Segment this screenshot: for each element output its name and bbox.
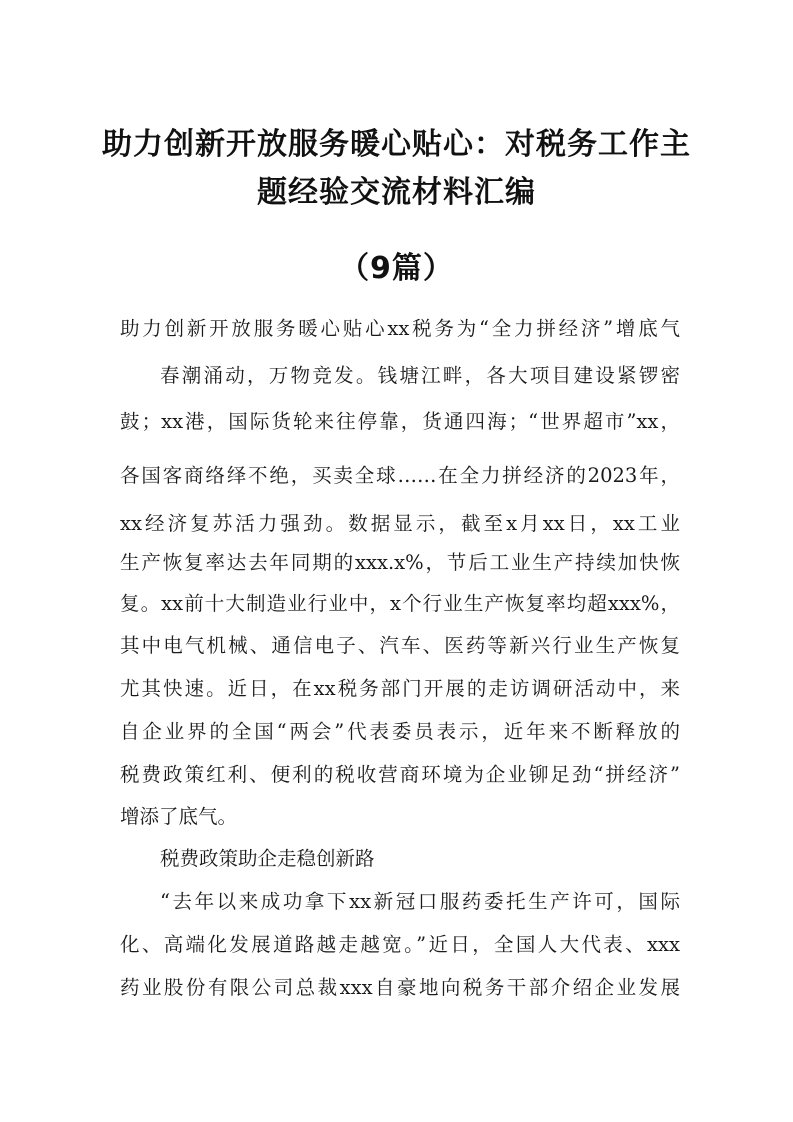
paragraph-line: 鼓；xx港，国际货轮来往停靠，货通四海；“世界超市”xx， bbox=[120, 410, 680, 433]
paragraph-line: 春潮涌动，万物竞发。钱塘江畔，各大项目建设紧锣密 bbox=[160, 364, 680, 387]
document-title-count: （9篇） bbox=[339, 251, 454, 286]
subtitle-line: 助力创新开放服务暖心贴心xx税务为“全力拼经济”增底气 bbox=[120, 317, 680, 340]
paragraph-line: 生产恢复率达去年同期的xxx.x%，节后工业生产持续加快恢 bbox=[120, 551, 680, 574]
document-title-line-1: 助力创新开放服务暖心贴心：对税务工作主 bbox=[102, 127, 691, 162]
paragraph-line: “去年以来成功拿下xx新冠口服药委托生产许可，国际 bbox=[160, 890, 680, 913]
paragraph-line: 自企业界的全国“两会”代表委员表示，近年来不断释放的 bbox=[120, 720, 680, 743]
paragraph-line: 化、高端化发展道路越走越宽。”近日，全国人大代表、xxx bbox=[120, 933, 680, 956]
paragraph-line: 税费政策红利、便利的税收营商环境为企业铆足劲“拼经济” bbox=[120, 763, 680, 786]
paragraph-line: xx经济复苏活力强劲。数据显示，截至x月xx日，xx工业 bbox=[120, 512, 680, 535]
paragraph-line: 其中电气机械、通信电子、汽车、医药等新兴行业生产恢复 bbox=[120, 634, 680, 657]
paragraph-line: 复。xx前十大制造业行业中，x个行业生产恢复率均超xxx%， bbox=[120, 592, 680, 615]
document-title-line-2: 题经验交流材料汇编 bbox=[257, 175, 536, 210]
paragraph-line: 增添了底气。 bbox=[120, 805, 238, 828]
paragraph-line: 药业股份有限公司总裁xxx自豪地向税务干部介绍企业发展 bbox=[120, 976, 680, 999]
section-heading: 税费政策助企走稳创新路 bbox=[160, 847, 375, 870]
paragraph-line: 尤其快速。近日，在xx税务部门开展的走访调研活动中，来 bbox=[120, 677, 680, 700]
paragraph-line: 各国客商络绎不绝，买卖全球……在全力拼经济的2023年， bbox=[120, 464, 680, 487]
